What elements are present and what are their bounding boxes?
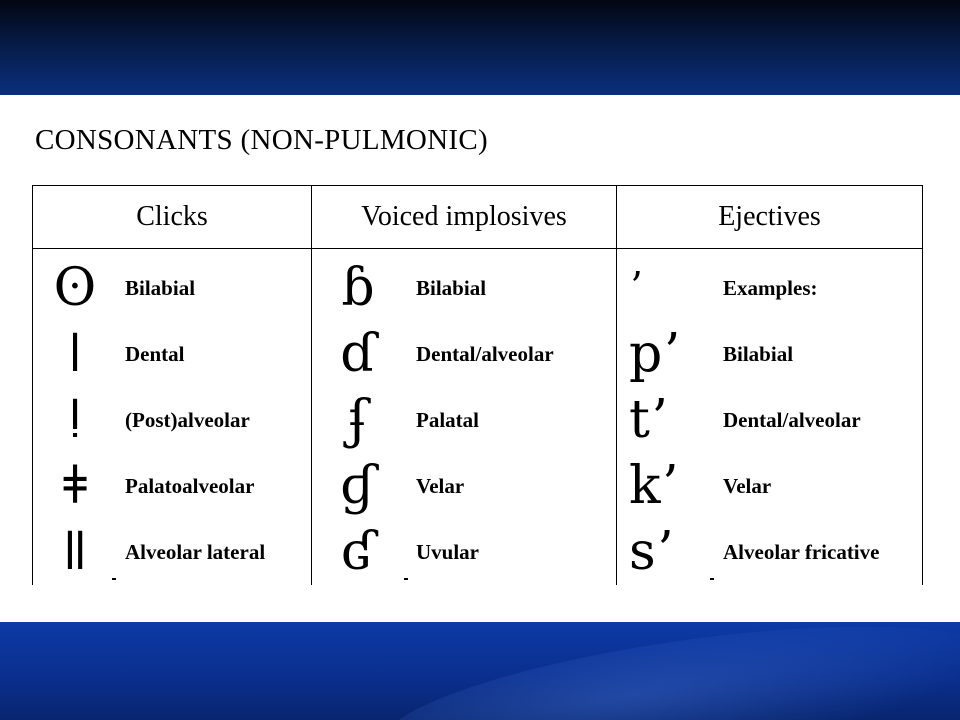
slide-header-band bbox=[0, 0, 960, 95]
table-row bbox=[33, 255, 311, 321]
ipa-symbol: ǁ bbox=[62, 522, 88, 582]
table-row bbox=[617, 519, 922, 585]
table-row bbox=[617, 321, 922, 387]
place-label: (Post)alveolar bbox=[125, 407, 250, 432]
place-label: Bilabial bbox=[416, 275, 487, 300]
table-tick-mark bbox=[710, 578, 714, 580]
table-tick-mark bbox=[404, 578, 408, 580]
place-label: Alveolar lateral bbox=[125, 539, 266, 564]
ejectives-column bbox=[617, 249, 923, 586]
table-row bbox=[33, 519, 311, 585]
ipa-symbol: tʼ bbox=[629, 390, 667, 450]
ipa-symbol: ʛ bbox=[340, 522, 376, 582]
ipa-symbol: ʼ bbox=[629, 265, 642, 311]
column-header-clicks: Clicks bbox=[33, 186, 312, 249]
table-row bbox=[33, 387, 311, 453]
place-label: Palatal bbox=[416, 407, 479, 432]
ipa-symbol: ǂ bbox=[63, 456, 87, 516]
table-row bbox=[617, 453, 922, 519]
place-label: Examples: bbox=[723, 275, 818, 300]
place-label: Dental/alveolar bbox=[723, 407, 861, 432]
ipa-symbol: ʄ bbox=[348, 390, 368, 450]
table-tick-mark bbox=[112, 578, 116, 580]
place-label: Velar bbox=[416, 473, 465, 498]
table-row bbox=[33, 321, 311, 387]
slide-footer-band bbox=[0, 622, 960, 720]
ipa-symbol: pʼ bbox=[629, 324, 679, 384]
table-row bbox=[312, 387, 616, 453]
voiced-implosives-column bbox=[312, 249, 617, 586]
ipa-symbol: ɗ bbox=[340, 324, 376, 384]
ipa-symbol: ɓ bbox=[341, 258, 375, 318]
place-label: Dental/alveolar bbox=[416, 341, 554, 366]
place-label: Palatoalveolar bbox=[125, 473, 255, 498]
ipa-symbol: ʘ bbox=[53, 258, 97, 318]
ipa-symbol: ɠ bbox=[340, 456, 376, 516]
table-row bbox=[312, 255, 616, 321]
table-header-row bbox=[33, 186, 923, 249]
table-row bbox=[33, 453, 311, 519]
slide-title: CONSONANTS (NON-PULMONIC) bbox=[35, 124, 488, 156]
ipa-symbol: ǀ bbox=[67, 324, 83, 384]
place-label: Bilabial bbox=[125, 275, 196, 300]
consonant-table bbox=[32, 185, 923, 585]
table-row bbox=[312, 453, 616, 519]
place-label: Alveolar fricative bbox=[723, 539, 880, 564]
ipa-symbol: kʼ bbox=[629, 456, 678, 516]
table-row bbox=[312, 321, 616, 387]
table-row bbox=[312, 519, 616, 585]
clicks-column bbox=[33, 249, 312, 586]
place-label: Dental bbox=[125, 341, 185, 366]
column-header-ejectives: Ejectives bbox=[617, 186, 923, 249]
table-row bbox=[617, 387, 922, 453]
ipa-symbol: sʼ bbox=[629, 522, 673, 582]
place-label: Uvular bbox=[416, 539, 479, 564]
place-label: Bilabial bbox=[723, 341, 794, 366]
decorative-swoosh bbox=[375, 622, 960, 720]
column-header-voiced-implosives: Voiced implosives bbox=[312, 186, 617, 249]
ipa-symbol: ǃ bbox=[67, 390, 83, 450]
table-row bbox=[617, 255, 922, 321]
place-label: Velar bbox=[723, 473, 772, 498]
